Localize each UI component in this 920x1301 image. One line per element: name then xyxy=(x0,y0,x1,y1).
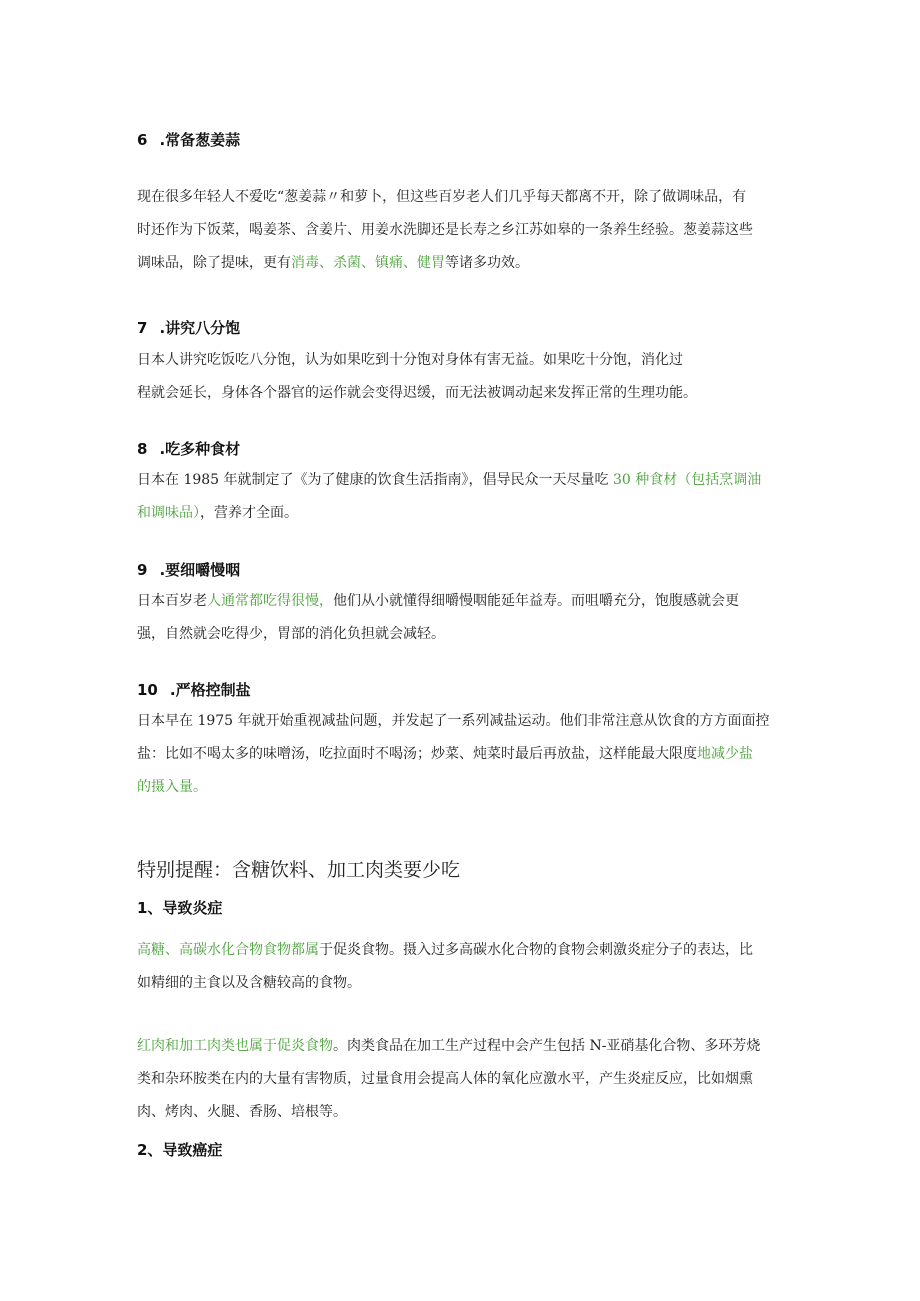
section-number: 8 xyxy=(137,440,148,458)
text-run: 等诸多功效。 xyxy=(445,255,529,271)
text-line xyxy=(137,464,792,497)
text-line xyxy=(137,497,792,530)
section-7-heading xyxy=(137,317,240,338)
section-title: .要细嚼慢咽 xyxy=(159,561,241,579)
text-line xyxy=(137,771,792,804)
section-6-paragraph xyxy=(137,181,792,280)
highlight-text: 人通常都吃得很慢， xyxy=(207,593,333,609)
text-line: 日本人讲究吃饭吃八分饱，认为如果吃到十分饱对身体有害无益。如果吃十分饱，消化过 xyxy=(137,352,683,368)
section-7-paragraph xyxy=(137,344,792,410)
text-line: 时还作为下饭菜，喝姜茶、含姜片、用姜水洗脚还是长寿之乡江苏如皋的一条养生经验。葱姜蒜这些 xyxy=(137,222,753,238)
text-line: 程就会延长，身体各个器官的运作就会变得迟缓，而无法被调动起来发挥正常的生理功能。 xyxy=(137,385,697,401)
text-run: 。肉类食品在加工生产过程中会产生包括 N-亚硝基化合物、多环芳烧 xyxy=(333,1038,761,1054)
section-title: .吃多种食材 xyxy=(159,440,241,458)
section-8-heading xyxy=(137,438,240,459)
highlight-text: 地减少盐 xyxy=(697,746,753,762)
highlight-text: 的摄入量。 xyxy=(137,779,207,795)
section-number: 7 xyxy=(137,319,148,337)
text-line: 类和杂环胺类在内的大量有害物质，过量食用会提高人体的氧化应激水平，产生炎症反应，比如烟熏 xyxy=(137,1071,753,1087)
highlight-text: 消毒、杀菌、镇痛、健胃 xyxy=(291,255,445,271)
section-6-heading xyxy=(137,129,240,150)
highlight-text: 和调味品） xyxy=(137,505,200,521)
section-title: .严格控制盐 xyxy=(169,681,251,699)
section-number: 9 xyxy=(137,561,148,579)
topic-2-heading: 2、导致癌症 xyxy=(137,1141,223,1159)
highlight-text: 30 种食材（包括烹调油 xyxy=(612,472,762,488)
text-line: 强，自然就会吃得少，胃部的消化负担就会减轻。 xyxy=(137,626,445,642)
section-10-paragraph xyxy=(137,705,792,804)
special-reminder-title: 特别提醒：含糖饮料、加工肉类要少吃 xyxy=(137,859,461,881)
text-run: 盐：比如不喝太多的味噌汤，吃拉面时不喝汤；炒菜、炖菜时最后再放盐，这样能最大限度 xyxy=(137,746,697,762)
section-title: .常备葱姜蒜 xyxy=(159,131,241,149)
text-run: 他们从小就懂得细嚼慢咽能延年益寿。而咀嚼充分，饱腹感就会更 xyxy=(333,593,739,609)
text-line: 现在很多年轻人不爱吃“葱姜蒜〃和萝卜，但这些百岁老人们几乎每天都离不开，除了做调味品，有 xyxy=(137,189,747,205)
section-8-paragraph xyxy=(137,464,792,530)
section-number: 10 xyxy=(137,681,158,699)
text-line: 日本早在 1975 年就开始重视减盐问题，并发起了一系列减盐运动。他们非常注意从饮食的方方面面控 xyxy=(137,713,770,729)
topic-1-heading: 1、导致炎症 xyxy=(137,899,223,917)
highlight-text: 红肉和加工肉类也属于促炎食物 xyxy=(137,1038,333,1054)
text-run: 日本百岁老 xyxy=(137,593,207,609)
text-line xyxy=(137,738,792,771)
topic-1-paragraph-1 xyxy=(137,934,792,1000)
text-line: 肉、烤肉、火腿、香肠、培根等。 xyxy=(137,1104,347,1120)
text-line xyxy=(137,1030,792,1063)
topic-1-paragraph-2 xyxy=(137,1030,792,1129)
section-10-heading xyxy=(137,679,251,700)
text-run: 于促炎食物。摄入过多高碳水化合物的食物会刺激炎症分子的表达，比 xyxy=(319,942,753,958)
text-run: 调味品，除了提味，更有 xyxy=(137,255,291,271)
section-9-paragraph xyxy=(137,585,792,651)
section-9-heading xyxy=(137,559,240,580)
text-line: 如精细的主食以及含糖较高的食物。 xyxy=(137,975,361,991)
section-number: 6 xyxy=(137,131,148,149)
text-line xyxy=(137,247,792,280)
text-run: ，营养才全面。 xyxy=(200,505,298,521)
text-run: 日本在 1985 年就制定了《为了健康的饮食生活指南》，倡导民众一天尽量吃 xyxy=(137,472,613,488)
text-line xyxy=(137,934,792,967)
highlight-text: 高糖、高碳水化合物食物都属 xyxy=(137,942,319,958)
section-title: .讲究八分饱 xyxy=(159,319,241,337)
text-line xyxy=(137,585,792,618)
